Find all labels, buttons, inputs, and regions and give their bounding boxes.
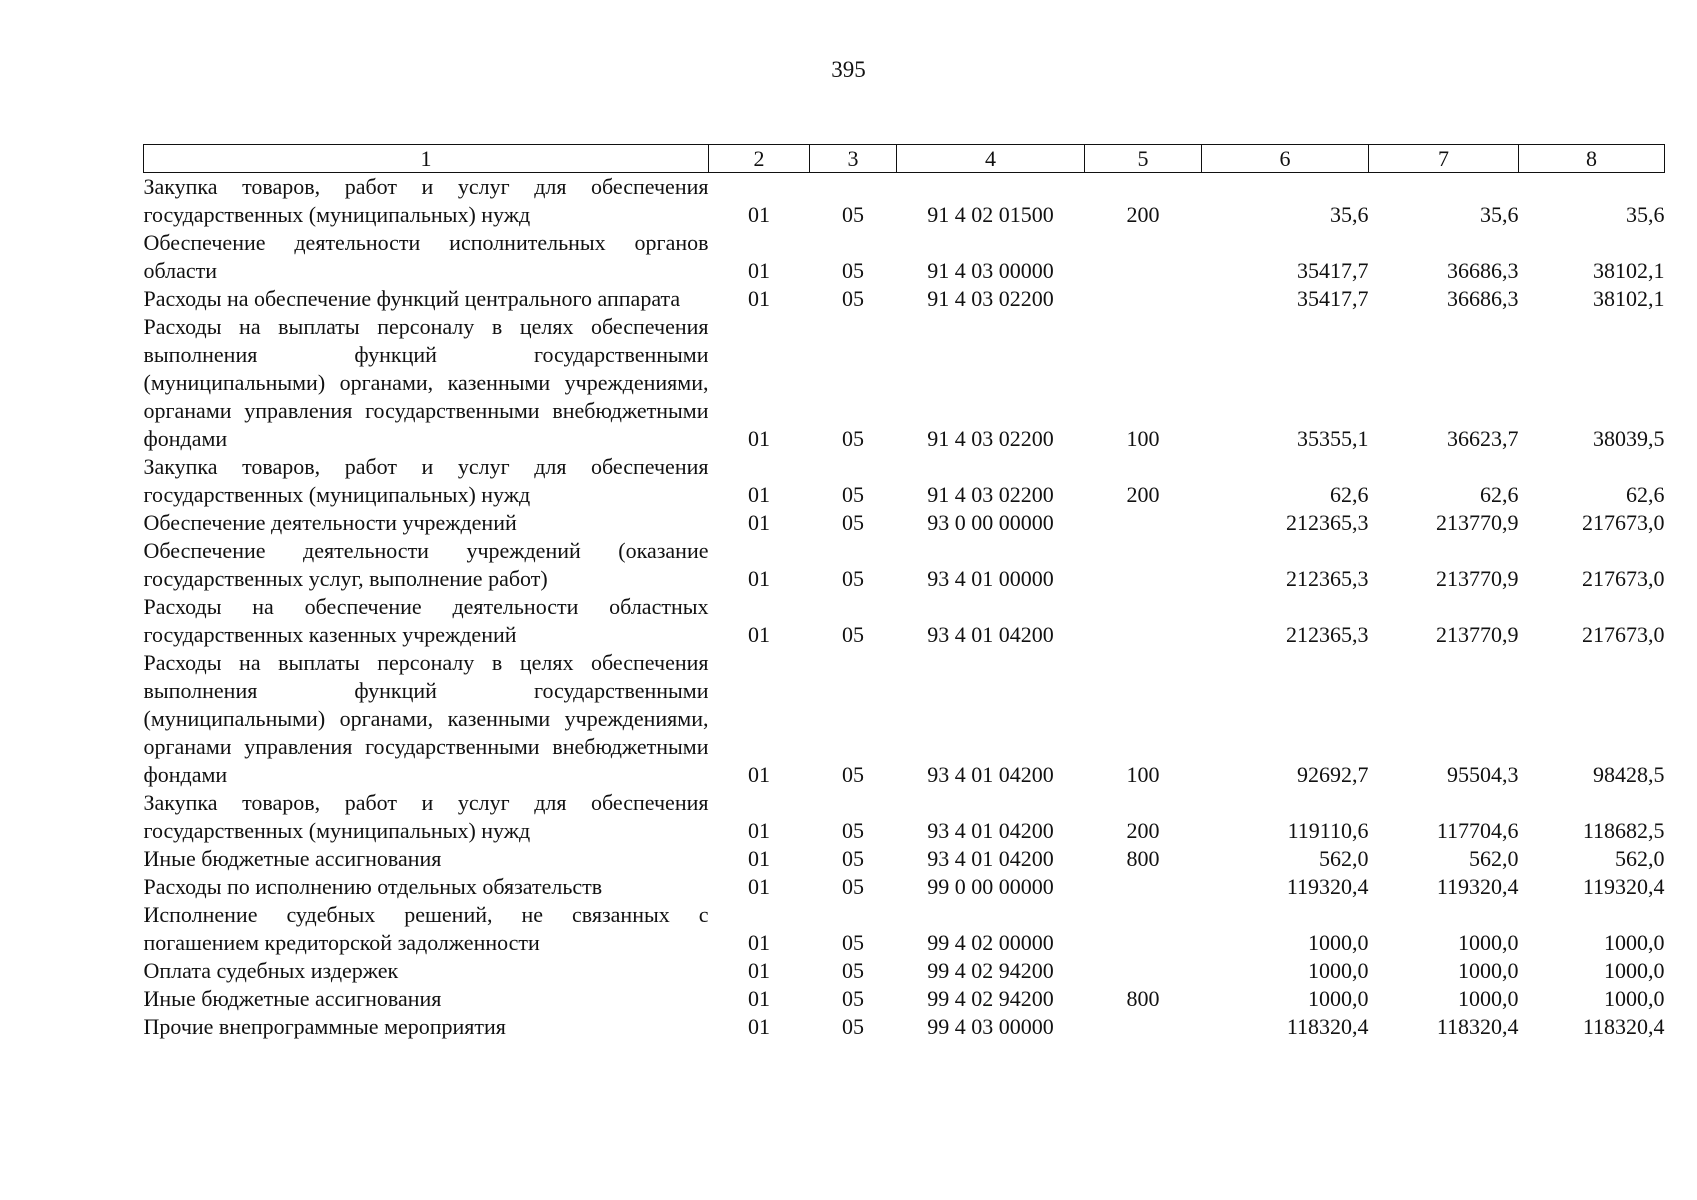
expense-type-code	[1085, 957, 1202, 985]
amount-col-6: 119110,6	[1287, 818, 1369, 843]
amount-col-6: 35417,7	[1297, 286, 1369, 311]
section-code: 01	[748, 818, 770, 843]
row-description: Закупка товаров, работ и услуг для обеспечения государственных (муниципальных) нужд	[143, 454, 709, 507]
amount-col-8: 119320,4	[1582, 874, 1665, 899]
target-article-code: 93 4 01 00000	[927, 566, 1054, 591]
subsection-code: 05	[842, 286, 864, 311]
amount-col-8: 1000,0	[1604, 986, 1665, 1011]
target-article-code: 99 4 02 94200	[927, 958, 1054, 983]
row-description: Иные бюджетные ассигнования	[143, 846, 442, 871]
table-row	[144, 901, 1665, 957]
section-code: 01	[748, 846, 770, 871]
target-article-code: 93 4 01 04200	[927, 818, 1054, 843]
section-code: 01	[748, 482, 770, 507]
table-row	[144, 593, 1665, 649]
column-header-6: 6	[1202, 145, 1369, 173]
expense-type-code: 100	[1126, 426, 1160, 451]
expense-type-code: 100	[1126, 762, 1160, 787]
amount-col-7: 36623,7	[1447, 426, 1519, 451]
target-article-code: 93 0 00 00000	[927, 510, 1054, 535]
subsection-code: 05	[842, 1014, 864, 1039]
amount-col-7: 562,0	[1469, 846, 1519, 871]
table-row	[144, 453, 1665, 509]
subsection-code: 05	[842, 818, 864, 843]
amount-col-6: 119320,4	[1286, 874, 1369, 899]
amount-col-8: 38102,1	[1593, 258, 1665, 283]
amount-col-7: 95504,3	[1447, 762, 1519, 787]
subsection-code: 05	[842, 846, 864, 871]
column-header-2: 2	[709, 145, 810, 173]
table-row	[144, 1013, 1665, 1041]
subsection-code: 05	[842, 482, 864, 507]
section-code: 01	[748, 874, 770, 899]
amount-col-8: 118320,4	[1582, 1014, 1665, 1039]
table-row	[144, 229, 1665, 285]
row-description: Прочие внепрограммные мероприятия	[143, 1014, 506, 1039]
section-code: 01	[748, 258, 770, 283]
target-article-code: 91 4 03 00000	[927, 258, 1054, 283]
section-code: 01	[748, 930, 770, 955]
subsection-code: 05	[842, 202, 864, 227]
target-article-code: 99 4 03 00000	[927, 1014, 1054, 1039]
amount-col-8: 35,6	[1626, 202, 1665, 227]
expense-type-code: 200	[1126, 202, 1160, 227]
column-header-5: 5	[1085, 145, 1202, 173]
column-header-3: 3	[810, 145, 897, 173]
section-code: 01	[748, 762, 770, 787]
expense-type-code	[1085, 537, 1202, 593]
section-code: 01	[748, 286, 770, 311]
column-header-4: 4	[897, 145, 1085, 173]
amount-col-8: 118682,5	[1582, 818, 1665, 843]
target-article-code: 93 4 01 04200	[927, 762, 1054, 787]
amount-col-7: 118320,4	[1436, 1014, 1519, 1039]
section-code: 01	[748, 202, 770, 227]
table-row	[144, 789, 1665, 845]
table-row	[144, 985, 1665, 1013]
table-row	[144, 957, 1665, 985]
expense-type-code	[1085, 285, 1202, 313]
amount-col-6: 1000,0	[1308, 986, 1369, 1011]
amount-col-7: 36686,3	[1447, 286, 1519, 311]
amount-col-7: 119320,4	[1436, 874, 1519, 899]
target-article-code: 91 4 02 01500	[927, 202, 1054, 227]
column-header-8: 8	[1519, 145, 1665, 173]
subsection-code: 05	[842, 930, 864, 955]
expense-type-code: 200	[1126, 818, 1160, 843]
amount-col-6: 1000,0	[1308, 930, 1369, 955]
row-description: Обеспечение деятельности учреждений (оказание государственных услуг, выполнение работ)	[143, 538, 709, 591]
header-row	[144, 145, 1665, 173]
row-description: Расходы на выплаты персоналу в целях обеспечения выполнения функций государственными (муниципальными) органами, казенными учреждениями, органами управления государственными внебюджетными фондами	[143, 650, 709, 787]
subsection-code: 05	[842, 258, 864, 283]
amount-col-7: 36686,3	[1447, 258, 1519, 283]
amount-col-6: 35355,1	[1297, 426, 1369, 451]
subsection-code: 05	[842, 874, 864, 899]
amount-col-6: 562,0	[1319, 846, 1369, 871]
amount-col-8: 1000,0	[1604, 958, 1665, 983]
amount-col-7: 35,6	[1480, 202, 1519, 227]
amount-col-6: 118320,4	[1286, 1014, 1369, 1039]
amount-col-8: 62,6	[1626, 482, 1665, 507]
table-row	[144, 285, 1665, 313]
amount-col-6: 212365,3	[1286, 622, 1369, 647]
amount-col-7: 117704,6	[1436, 818, 1519, 843]
table-row	[144, 873, 1665, 901]
amount-col-8: 217673,0	[1582, 622, 1665, 647]
target-article-code: 91 4 03 02200	[927, 286, 1054, 311]
target-article-code: 91 4 03 02200	[927, 482, 1054, 507]
amount-col-7: 213770,9	[1436, 566, 1519, 591]
subsection-code: 05	[842, 566, 864, 591]
section-code: 01	[748, 622, 770, 647]
row-description: Расходы на обеспечение функций центрального аппарата	[143, 286, 681, 311]
amount-col-6: 62,6	[1330, 482, 1369, 507]
row-description: Закупка товаров, работ и услуг для обеспечения государственных (муниципальных) нужд	[143, 174, 709, 227]
section-code: 01	[748, 510, 770, 535]
expense-type-code	[1085, 229, 1202, 285]
table-row	[144, 313, 1665, 453]
section-code: 01	[748, 958, 770, 983]
subsection-code: 05	[842, 622, 864, 647]
expense-type-code	[1085, 1013, 1202, 1041]
target-article-code: 99 4 02 94200	[927, 986, 1054, 1011]
expense-type-code: 200	[1126, 482, 1160, 507]
table-header	[144, 145, 1665, 173]
amount-col-6: 212365,3	[1286, 510, 1369, 535]
budget-table	[143, 144, 1665, 1041]
amount-col-7: 1000,0	[1458, 986, 1519, 1011]
subsection-code: 05	[842, 510, 864, 535]
row-description: Обеспечение деятельности исполнительных органов области	[143, 230, 709, 283]
amount-col-6: 92692,7	[1297, 762, 1369, 787]
amount-col-8: 38102,1	[1593, 286, 1665, 311]
amount-col-8: 217673,0	[1582, 566, 1665, 591]
table-row	[144, 173, 1665, 230]
section-code: 01	[748, 566, 770, 591]
row-description: Обеспечение деятельности учреждений	[143, 510, 517, 535]
table-row	[144, 845, 1665, 873]
expense-type-code	[1085, 509, 1202, 537]
amount-col-8: 217673,0	[1582, 510, 1665, 535]
expense-type-code	[1085, 873, 1202, 901]
row-description: Расходы на выплаты персоналу в целях обеспечения выполнения функций государственными (муниципальными) органами, казенными учреждениями, органами управления государственными внебюджетными фондами	[143, 314, 709, 451]
amount-col-6: 212365,3	[1286, 566, 1369, 591]
subsection-code: 05	[842, 958, 864, 983]
column-header-7: 7	[1369, 145, 1519, 173]
target-article-code: 99 0 00 00000	[927, 874, 1054, 899]
amount-col-6: 35,6	[1330, 202, 1369, 227]
amount-col-8: 562,0	[1615, 846, 1665, 871]
amount-col-7: 213770,9	[1436, 622, 1519, 647]
expense-type-code: 800	[1126, 986, 1160, 1011]
table-row	[144, 509, 1665, 537]
page-number: 395	[831, 57, 866, 82]
target-article-code: 91 4 03 02200	[927, 426, 1054, 451]
row-description: Закупка товаров, работ и услуг для обеспечения государственных (муниципальных) нужд	[143, 790, 709, 843]
amount-col-7: 62,6	[1480, 482, 1519, 507]
table-row	[144, 537, 1665, 593]
expense-type-code	[1085, 901, 1202, 957]
target-article-code: 99 4 02 00000	[927, 930, 1054, 955]
expense-type-code	[1085, 593, 1202, 649]
row-description: Исполнение судебных решений, не связанных с погашением кредиторской задолженности	[143, 902, 709, 955]
amount-col-7: 1000,0	[1458, 930, 1519, 955]
row-description: Иные бюджетные ассигнования	[143, 986, 442, 1011]
subsection-code: 05	[842, 762, 864, 787]
amount-col-6: 35417,7	[1297, 258, 1369, 283]
section-code: 01	[748, 426, 770, 451]
section-code: 01	[748, 1014, 770, 1039]
table-row	[144, 649, 1665, 789]
amount-col-6: 1000,0	[1308, 958, 1369, 983]
table-body	[144, 173, 1665, 1042]
target-article-code: 93 4 01 04200	[927, 622, 1054, 647]
amount-col-8: 38039,5	[1593, 426, 1665, 451]
amount-col-7: 213770,9	[1436, 510, 1519, 535]
column-header-1: 1	[144, 145, 709, 173]
amount-col-8: 98428,5	[1593, 762, 1665, 787]
section-code: 01	[748, 986, 770, 1011]
expense-type-code: 800	[1126, 846, 1160, 871]
target-article-code: 93 4 01 04200	[927, 846, 1054, 871]
row-description: Оплата судебных издержек	[143, 958, 399, 983]
row-description: Расходы на обеспечение деятельности областных государственных казенных учреждений	[143, 594, 709, 647]
subsection-code: 05	[842, 986, 864, 1011]
amount-col-7: 1000,0	[1458, 958, 1519, 983]
subsection-code: 05	[842, 426, 864, 451]
amount-col-8: 1000,0	[1604, 930, 1665, 955]
row-description: Расходы по исполнению отдельных обязательств	[143, 874, 603, 899]
